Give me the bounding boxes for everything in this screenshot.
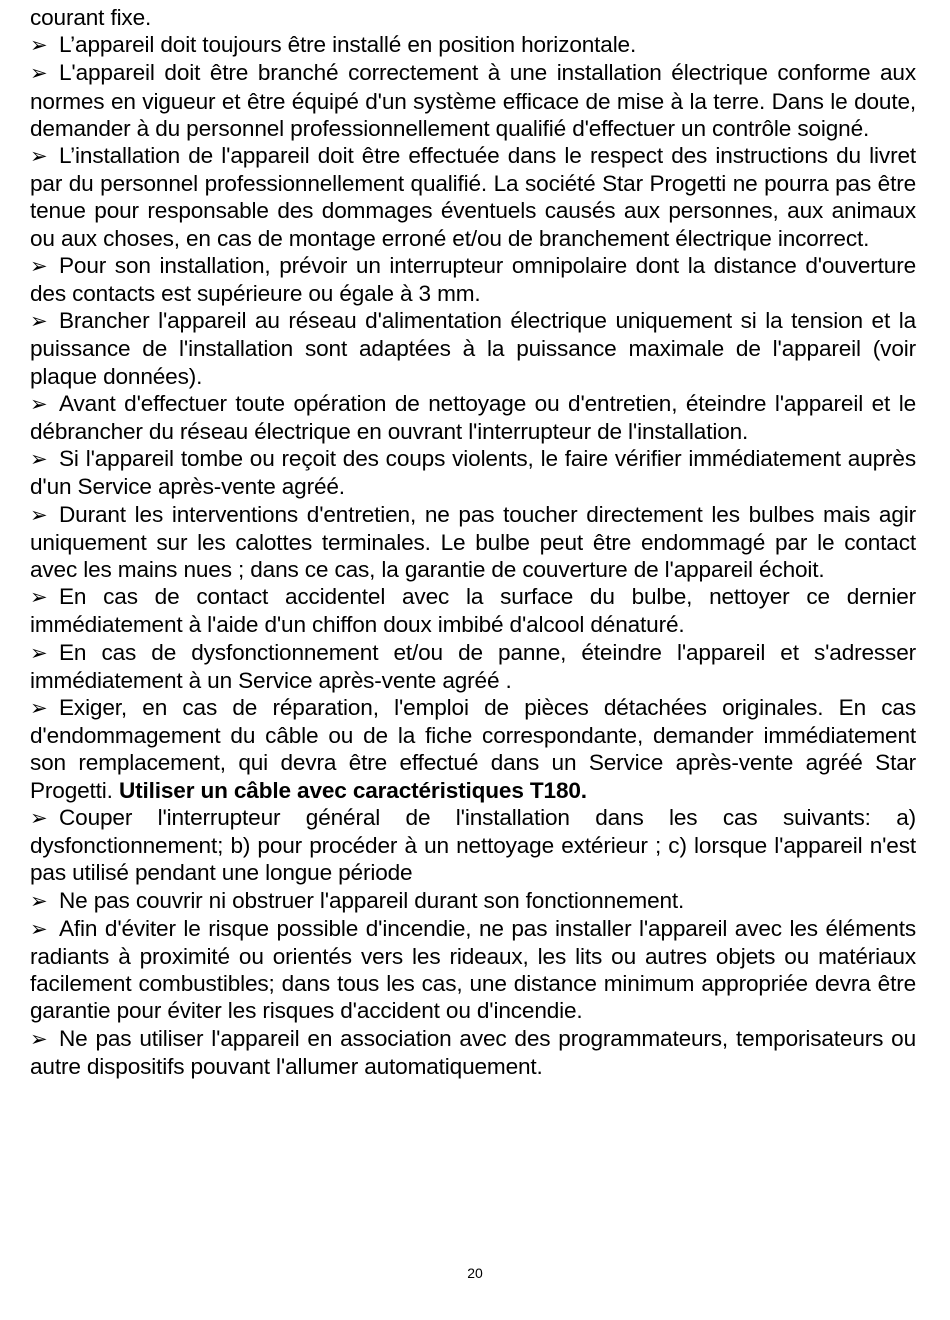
- list-item: [30, 307, 916, 390]
- arrow-bullet-icon: ➢: [30, 585, 48, 610]
- list-item: [30, 583, 916, 638]
- arrow-bullet-icon: ➢: [30, 253, 48, 278]
- list-item-text: L’installation de l'appareil doit être effectuée dans le respect des instructions du livret par du personnel professionnellement qualifié. La société Star Progetti ne pourra pas être tenue pour responsable des dommages éventuels causés aux personnes, aux animaux ou aux choses, en cas de montage erroné et/ou de branchement électrique incorrect.: [30, 143, 916, 251]
- list-item: [30, 804, 916, 887]
- list-item-text: L’appareil doit toujours être installé en position horizontale.: [59, 32, 637, 58]
- list-item: [30, 694, 916, 804]
- list-item: [30, 390, 916, 445]
- list-item-text: Afin d'éviter le risque possible d'incendie, ne pas installer l'appareil avec les éléments radiants à proximité ou orientés vers les rideaux, les lits ou autres objets ou matériaux facilement combustibles; dans tous les cas, une distance minimum appropriée devra être garantie pour éviter les risques d'accident ou d'incendie.: [30, 915, 916, 1024]
- list-item: [30, 887, 916, 915]
- list-item-text: Pour son installation, prévoir un interrupteur omnipolaire dont la distance d'ouverture des contacts est supérieure ou égale à 3 mm.: [30, 252, 916, 307]
- arrow-bullet-icon: ➢: [30, 502, 48, 527]
- list-item: [30, 445, 916, 500]
- list-item-text: Ne pas couvrir ni obstruer l'appareil durant son fonctionnement.: [59, 887, 685, 913]
- arrow-bullet-icon: ➢: [30, 1026, 48, 1051]
- list-item-text: Avant d'effectuer toute opération de nettoyage ou d'entretien, éteindre l'appareil et le débrancher du réseau électrique en ouvrant l'interrupteur de l'installation.: [30, 390, 916, 445]
- list-item-text: En cas de dysfonctionnement et/ou de panne, éteindre l'appareil et s'adresser immédiatement à un Service après-vente agréé .: [30, 639, 916, 693]
- arrow-bullet-icon: ➢: [30, 696, 48, 721]
- arrow-bullet-icon: ➢: [30, 888, 48, 913]
- list-item: [30, 59, 916, 142]
- arrow-bullet-icon: ➢: [30, 144, 48, 169]
- list-item-text: Brancher l'appareil au réseau d'alimentation électrique uniquement si la tension et la puissance de l'installation sont adaptées à la puissance maximale de l'appareil (voir plaque données).: [30, 308, 916, 389]
- safety-instructions-list: [30, 31, 916, 1080]
- list-item-bold-text: Utiliser un câble avec caractéristiques T180.: [118, 777, 587, 803]
- page-number: 20: [467, 1265, 483, 1281]
- arrow-bullet-icon: ➢: [30, 61, 48, 86]
- arrow-bullet-icon: ➢: [30, 391, 48, 416]
- list-item: [30, 501, 916, 584]
- list-item-text: En cas de contact accidentel avec la surface du bulbe, nettoyer ce dernier immédiatement à l'aide d'un chiffon doux imbibé d'alcool dénaturé.: [30, 584, 916, 638]
- list-item-text: Durant les interventions d'entretien, ne pas toucher directement les bulbes mais agir uniquement sur les calottes terminales. Le bulbe peut être endommagé par le contact avec les mains nues ; dans ce cas, la garantie de couverture de l'appareil échoit.: [30, 501, 916, 583]
- list-item-text: Exiger, en cas de réparation, l'emploi de pièces détachées originales. En cas d'endommagement du câble ou de la fiche correspondante, demander immédiatement son remplacement, qui devra être effectué dans un Service après-vente agréé Star Progetti.: [30, 695, 916, 803]
- list-item: [30, 142, 916, 252]
- arrow-bullet-icon: ➢: [30, 805, 48, 830]
- list-item: [30, 915, 916, 1025]
- list-item: [30, 31, 916, 59]
- list-item-text: Couper l'interrupteur général de l'installation dans les cas suivants: a) dysfonctionnement; b) pour procéder à un nettoyage extérieur ; c) lorsque l'appareil n'est pas utilisé pendant une longue période: [30, 804, 916, 886]
- continuation-text: courant fixe.: [30, 5, 152, 30]
- document-body: [30, 4, 916, 1080]
- arrow-bullet-icon: ➢: [30, 309, 48, 334]
- arrow-bullet-icon: ➢: [30, 640, 48, 665]
- arrow-bullet-icon: ➢: [30, 916, 48, 941]
- arrow-bullet-icon: ➢: [30, 33, 48, 58]
- list-item: [30, 1025, 916, 1080]
- list-item-text: L'appareil doit être branché correctement à une installation électrique conforme aux normes en vigueur et être équipé d'un système efficace de mise à la terre. Dans le doute, demander à du personnel professionnellement qualifié d'effectuer un contrôle soigné.: [30, 60, 916, 141]
- list-item: [30, 639, 916, 694]
- list-item-text: Si l'appareil tombe ou reçoit des coups violents, le faire vérifier immédiatement auprès d'un Service après-vente agréé.: [30, 446, 916, 500]
- arrow-bullet-icon: ➢: [30, 447, 48, 472]
- list-item: [30, 252, 916, 307]
- list-item-text: Ne pas utiliser l'appareil en association avec des programmateurs, temporisateurs ou autre dispositifs pouvant l'allumer automatiquement.: [30, 1025, 916, 1079]
